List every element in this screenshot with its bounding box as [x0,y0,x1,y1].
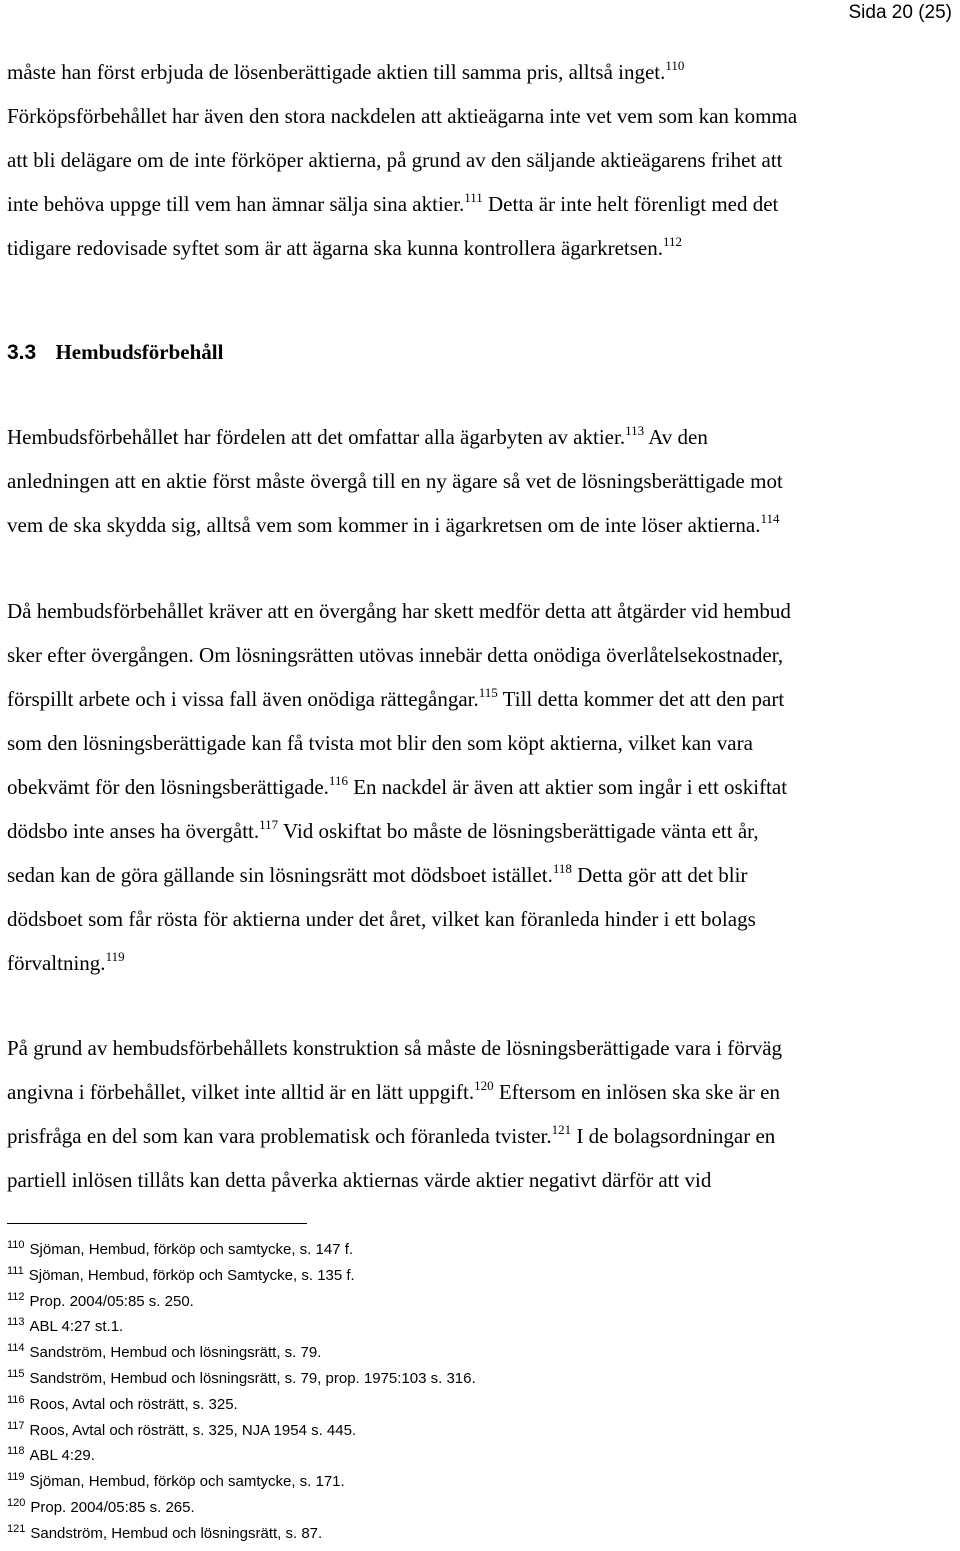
page-number-header: Sida 20 (25) [848,2,952,23]
footnote-text: Roos, Avtal och rösträtt, s. 325, NJA 1954 s. 445. [29,1421,357,1439]
footnote [7,1469,476,1495]
line-text: tidigare redovisade syftet som är att ägarna ska kunna kontrollera ägarkretsen. [7,236,663,260]
footnote [7,1495,476,1521]
paragraph [7,415,953,547]
line-text: partiell inlösen tillåts kan detta påverka aktiernas värde aktier negativt därför att vid [7,1168,712,1192]
footnote-text: Sandström, Hembud och lösningsrätt, s. 79. [29,1344,322,1362]
text-line [7,677,953,721]
paragraph [7,1026,953,1202]
line-text: Vid oskiftat bo måste de lösningsberättigade vänta ett år, [278,819,759,843]
footnote [7,1340,476,1366]
line-text: anledningen att en aktie först måste övergå till en ny ägare så vet de lösningsberättigade mot [7,469,783,493]
footnote-number: 114 [7,1342,25,1355]
line-text: Detta gör att det blir [571,863,748,887]
line-text: som den lösningsberättigade kan få tvista mot blir den som köpt aktierna, vilket kan vara [7,731,753,755]
line-text: Detta är inte helt förenligt med det [482,192,779,216]
section-number: 3.3 [7,341,37,364]
text-line [7,853,953,897]
line-text: I de bolagsordningar en [571,1124,776,1148]
line-text: att bli delägare om de inte förköper aktierna, på grund av den säljande aktieägarens frihet att [7,148,783,172]
line-text: angivna i förbehållet, vilket inte alltid är en lätt uppgift. [7,1080,475,1104]
footnote-number: 111 [7,1264,24,1277]
footnote-text: Sjöman, Hembud, förköp och Samtycke, s. 135 f. [28,1266,355,1284]
footnote-reference[interactable]: 120 [474,1078,494,1093]
line-text: På grund av hembudsförbehållets konstruktion så måste de lösningsberättigade vara i förväg [7,1036,783,1060]
footnote-number: 118 [7,1445,25,1458]
text-line [7,941,953,985]
text-line [7,765,953,809]
line-text: prisfråga en del som kan vara problematisk och föranleda tvister. [7,1124,552,1148]
footnote-number: 117 [7,1419,25,1432]
footnote-number: 110 [7,1239,25,1251]
footnote-text: Sandström, Hembud och lösningsrätt, s. 87. [30,1524,323,1542]
footnote-number: 115 [7,1367,25,1380]
footnote [7,1521,476,1547]
line-text: Eftersom en inlösen ska ske är en [493,1080,780,1104]
footnote-separator [7,1223,307,1224]
text-line [7,633,953,677]
text-line [7,1026,953,1070]
footnote-number: 121 [7,1522,26,1535]
footnote-number: 113 [7,1316,25,1329]
footnote-text: Roos, Avtal och rösträtt, s. 325. [29,1395,238,1413]
text-line [7,50,953,94]
text-line [7,1158,953,1202]
footnote-text: Sandström, Hembud och lösningsrätt, s. 79, prop. 1975:103 s. 316. [29,1369,476,1387]
footnote [7,1392,476,1418]
footnote-number: 120 [7,1496,26,1509]
footnote [7,1443,476,1469]
text-line [7,721,953,765]
footnote-number: 119 [7,1471,25,1484]
section-heading [7,334,223,371]
text-line [7,1070,953,1114]
line-text: Förköpsförbehållet har även den stora nackdelen att aktieägarna inte vet vem som kan komma [7,104,798,128]
text-line [7,1114,953,1158]
text-line [7,503,953,547]
text-line [7,809,953,853]
footnote [7,1366,476,1392]
footnote [7,1263,476,1289]
footnote-reference[interactable]: 112 [663,234,683,249]
line-text: inte behöva uppge till vem han ämnar sälja sina aktier. [7,192,465,216]
footnotes-list [7,1237,476,1547]
text-line [7,182,953,226]
text-line [7,94,953,138]
footnote-reference[interactable]: 119 [105,949,125,964]
text-line [7,589,953,633]
line-text: sedan kan de göra gällande sin lösningsrätt mot dödsboet istället. [7,863,553,887]
footnote-text: Prop. 2004/05:85 s. 265. [30,1498,195,1516]
footnote-number: 116 [7,1393,25,1406]
footnote-number: 112 [7,1290,25,1303]
line-text: obekvämt för den lösningsberättigade. [7,775,329,799]
footnote-reference[interactable]: 115 [478,685,498,700]
line-text: Då hembudsförbehållet kräver att en övergång har skett medför detta att åtgärder vid hembud [7,599,791,623]
footnote [7,1237,476,1263]
footnote-reference[interactable]: 117 [259,817,279,832]
footnote [7,1418,476,1444]
line-text: dödsbo inte anses ha övergått. [7,819,260,843]
footnote-text: Sjöman, Hembud, förköp och samtycke, s. 147 f. [29,1241,354,1258]
paragraph [7,50,953,270]
paragraph [7,589,953,985]
footnote-text: ABL 4:27 st.1. [29,1318,124,1336]
line-text: måste han först erbjuda de lösenberättigade aktien till samma pris, alltså inget. [7,60,666,84]
line-text: vem de ska skydda sig, alltså vem som kommer in i ägarkretsen om de inte löser aktierna. [7,513,761,537]
footnote-reference[interactable]: 114 [760,511,780,526]
text-line [7,415,953,459]
footnote-text: Sjöman, Hembud, förköp och samtycke, s. 171. [29,1473,345,1491]
text-line [7,138,953,182]
line-text: sker efter övergången. Om lösningsrätten utövas innebär detta onödiga överlåtelsekostnader, [7,643,784,667]
footnote-reference[interactable]: 110 [665,58,685,73]
footnote-reference[interactable]: 121 [551,1122,572,1137]
footnote-reference[interactable]: 111 [464,190,483,205]
footnote-reference[interactable]: 118 [552,861,572,876]
line-text: dödsboet som får rösta för aktierna under det året, vilket kan föranleda hinder i ett bolags [7,907,756,931]
footnote [7,1314,476,1340]
line-text: Till detta kommer det att den part [497,687,785,711]
footnote-reference[interactable]: 113 [625,423,645,438]
section-title: Hembudsförbehåll [55,340,224,364]
text-line [7,897,953,941]
footnote-text: ABL 4:29. [29,1447,95,1465]
line-text: Av den [644,425,708,449]
line-text: förvaltning. [7,951,106,975]
text-line [7,226,953,270]
line-text: En nackdel är även att aktier som ingår i ett oskiftat [347,775,788,799]
footnote-reference[interactable]: 116 [328,773,348,788]
line-text: Hembudsförbehållet har fördelen att det omfattar alla ägarbyten av aktier. [7,425,626,449]
footnote [7,1289,476,1315]
footnote-text: Prop. 2004/05:85 s. 250. [29,1292,194,1310]
text-line [7,459,953,503]
line-text: förspillt arbete och i vissa fall även onödiga rättegångar. [7,687,479,711]
